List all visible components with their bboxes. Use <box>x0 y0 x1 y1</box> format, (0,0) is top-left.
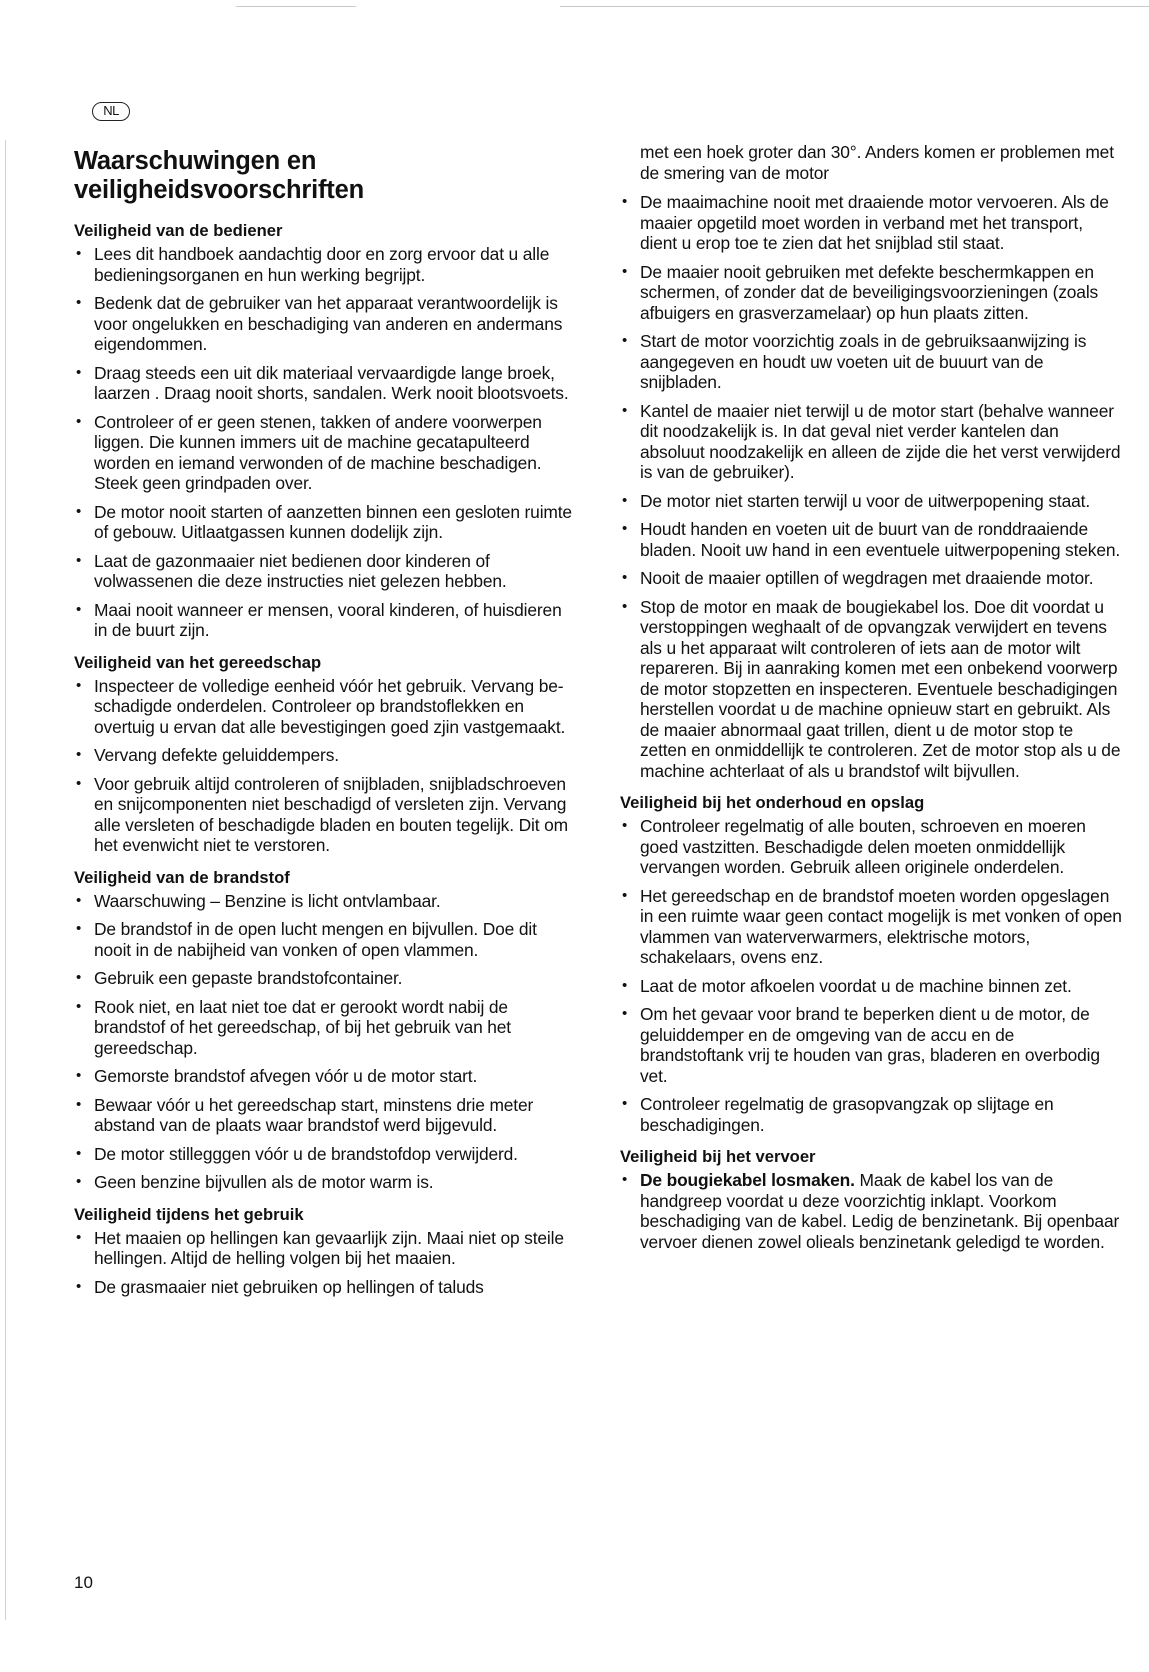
binding-edge-line <box>5 140 6 1620</box>
list-item: • De brandstof in de open lucht mengen en bijvullen. Doe dit nooit in de nabijheid van vonken of open vlammen. <box>74 919 574 960</box>
page-title: Waarschuwingen en veiligheidsvoorschriften <box>74 147 364 204</box>
list-item: • Start de motor voorzichtig zoals in de gebruiksaanwijzing is aangegeven en houdt uw voeten uit de buuurt van de snijbladen. <box>620 331 1122 393</box>
list-item: • Om het gevaar voor brand te beperken dient u de motor, de geluiddemper en de omgeving van de accu en de brandstoftank vrij te houden van gras, bladeren en overbodig vet. <box>620 1004 1122 1086</box>
list-item: • Gebruik een gepaste brandstofcontainer. <box>74 968 574 989</box>
lead-rest-text: Maak de kabel los van de handgreep voordat u deze voorzichtig inklapt. Voorkom beschadiging van de kabel. Ledig de benzinetank. Bij openbaar vervoer dienen zowel olieals benzinetank geledigd te worden. <box>640 1170 1120 1252</box>
section-usage-safety-continued <box>620 142 1122 781</box>
section-heading: Veiligheid bij het onderhoud en opslag <box>620 793 925 812</box>
section-usage-safety <box>74 1204 574 1298</box>
list-item: • Stop de motor en maak de bougiekabel los. Doe dit voordat u verstoppingen weghaalt of de opvangzak verwijdert en tevens als u het apparaat wilt controleren of iets aan de motor wilt repareren. Bij in aanraking komen met een onbekend voorwerp de motor stopzetten en inspecteren. Eventuele beschadigingen herstellen voordat u de machine opnieuw start en gebruikt. Als de maaier abnormaal gaat trillen, dient u de motor stop te zetten en onmiddellijk te controleren. Zet de motor stop als u de machine achterlaat of als u brandstof wilt bijvullen. <box>620 597 1122 782</box>
list-item: • Bedenk dat de gebruiker van het apparaat verantwoordelijk is voor ongelukken en beschadiging van anderen en andermans eigendommen. <box>74 293 574 355</box>
list-item: • Controleer regelmatig de grasopvangzak op slijtage en beschadigingen. <box>620 1094 1122 1135</box>
section-heading: Veiligheid van het gereedschap <box>74 652 322 672</box>
section-equipment-safety <box>74 652 574 856</box>
bullet-list <box>74 1228 574 1298</box>
section-maintenance-storage-safety <box>620 792 1122 1135</box>
list-item: • Voor gebruik altijd controleren of snijbladen, snijbladschroeven en snijcomponenten niet beschadigd of versleten zijn. Vervang alle versleten of beschadigde bladen en bouten tegelijk. Dit om het evenwicht niet te verstoren. <box>74 774 574 856</box>
section-heading: Veiligheid tijdens het gebruik <box>74 1204 304 1224</box>
list-item: • Maai nooit wanneer er mensen, vooral kinderen, of huisdieren in de buurt zijn. <box>74 600 574 641</box>
language-badge: NL <box>92 102 130 121</box>
list-item: • De motor nooit starten of aanzetten binnen een gesloten ruimte of gebouw. Uitlaatgassen kunnen dodelijk zijn. <box>74 502 574 543</box>
right-column <box>620 142 1122 1263</box>
list-item <box>620 1170 1122 1252</box>
page-number: 10 <box>74 1573 93 1592</box>
list-item: • Kantel de maaier niet terwijl u de motor start (behalve wanneer dit noodzakelijk is. In dat geval niet verder kantelen dan absoluut noodzakelijk en alleen de zijde die het verst verwijderd is van de gebruiker). <box>620 401 1122 483</box>
bullet-list <box>74 244 574 641</box>
list-item: • Rook niet, en laat niet toe dat er gerookt wordt nabij de brandstof of het gereedschap, of bij het gebruik van het gereedschap. <box>74 997 574 1059</box>
list-item: • De maaier nooit gebruiken met defekte beschermkappen en schermen, of zonder dat de beveiligingsvoorzieningen (zoals afbuigers en grasverzamelaar) op hun plaats zitten. <box>620 262 1122 324</box>
left-column <box>74 220 574 1308</box>
list-item: • De motor niet starten terwijl u voor de uitwerpopening staat. <box>620 491 1122 512</box>
bullet-list <box>74 676 574 856</box>
section-heading: Veiligheid van de bediener <box>74 221 283 240</box>
top-rule <box>560 6 1149 7</box>
list-item: • Geen benzine bijvullen als de motor warm is. <box>74 1172 574 1193</box>
section-fuel-safety <box>74 867 574 1193</box>
list-item: • Draag steeds een uit dik materiaal vervaardigde lange broek, laarzen . Draag nooit shorts, sandalen. Werk nooit blootsvoets. <box>74 363 574 404</box>
top-rule <box>236 6 356 7</box>
section-heading: Veiligheid van de brandstof <box>74 867 290 887</box>
section-transport-safety <box>620 1146 1122 1252</box>
list-item: • Gemorste brandstof afvegen vóór u de motor start. <box>74 1066 574 1087</box>
list-item: • Houdt handen en voeten uit de buurt van de ronddraaiende bladen. Nooit uw hand in een eventuele uitwerpopening steken. <box>620 519 1122 560</box>
list-item: • De motor stillegggen vóór u de brandstofdop verwijderd. <box>74 1144 574 1165</box>
list-item: • Controleer of er geen stenen, takken of andere voorwerpen liggen. Die kunnen immers uit de machine gecatapulteerd worden en iemand verwonden of de machine beschadigen. Steek geen grindpaden over. <box>74 412 574 494</box>
bullet-list <box>74 891 574 1193</box>
list-item: • Het maaien op hellingen kan gevaarlijk zijn. Maai niet op steile hellingen. Altijd de helling volgen bij het maaien. <box>74 1228 574 1269</box>
list-item: • De grasmaaier niet gebruiken op hellingen of taluds <box>74 1277 574 1298</box>
list-item: • Laat de motor afkoelen voordat u de machine binnen zet. <box>620 976 1122 997</box>
bold-lead-text: De bougiekabel losmaken. <box>640 1170 855 1190</box>
list-item: • Laat de gazonmaaier niet bedienen door kinderen of volwassenen die deze instructies niet gelezen hebben. <box>74 551 574 592</box>
list-item-continuation: met een hoek groter dan 30°. Anders komen er problemen met de smering van de motor <box>640 142 1114 183</box>
bullet-list <box>620 816 1122 1135</box>
list-item: • Het gereedschap en de brandstof moeten worden opgeslagen in een ruimte waar geen contact mogelijk is met vonken of open vlammen van waterverwarmers, elektrische motors, schakelaars, ovens enz. <box>620 886 1122 968</box>
list-item: • Inspecteer de volledige eenheid vóór het gebruik. Vervang be-schadigde onderdelen. Controleer op brandstoflekken en overtuig u ervan dat alle bevestigingen goed zjin vastgemaakt. <box>74 676 574 738</box>
list-item: • Bewaar vóór u het gereedschap start, minstens drie meter abstand van de plaats waar brandstof werd bijgevuld. <box>74 1095 574 1136</box>
section-heading: Veiligheid bij het vervoer <box>620 1147 816 1166</box>
list-item: • Waarschuwing – Benzine is licht ontvlambaar. <box>74 891 574 912</box>
bullet-list <box>620 1170 1122 1252</box>
list-item: • Controleer regelmatig of alle bouten, schroeven en moeren goed vastzitten. Beschadigde delen moeten onmiddellijk vervangen worden. Gebruik alleen originele onderdelen. <box>620 816 1122 878</box>
list-item: • Vervang defekte geluiddempers. <box>74 745 574 766</box>
section-operator-safety <box>74 220 574 641</box>
list-item: • Lees dit handboek aandachtig door en zorg ervoor dat u alle bedieningsorganen en hun werking begrijpt. <box>74 244 574 285</box>
list-item: • Nooit de maaier optillen of wegdragen met draaiende motor. <box>620 568 1122 589</box>
list-item: • De maaimachine nooit met draaiende motor vervoeren. Als de maaier opgetild moet worden in verband met het transport, dient u erop toe te zien dat het snijblad stil staat. <box>620 192 1122 254</box>
bullet-list <box>620 142 1122 781</box>
